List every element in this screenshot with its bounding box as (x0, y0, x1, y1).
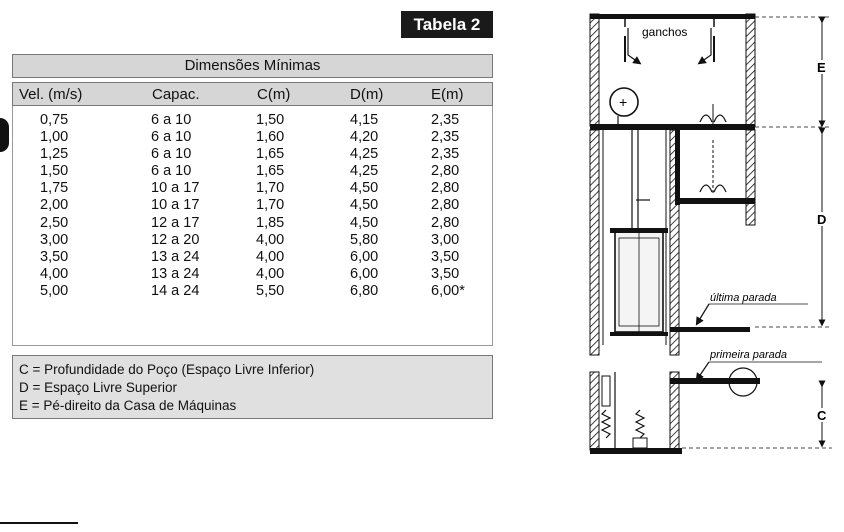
cell-velocity: 1,75 (40, 180, 69, 197)
footer-rule (0, 522, 78, 524)
table-header-row (12, 82, 493, 106)
cell-d: 4,50 (350, 197, 379, 214)
cell-e: 2,35 (431, 112, 460, 128)
table-row (20, 249, 490, 266)
cell-d: 5,80 (350, 231, 379, 248)
cell-c: 1,85 (256, 214, 285, 231)
cell-c: 1,50 (256, 112, 285, 128)
cell-capacity: 12 a 17 (151, 214, 200, 231)
cell-capacity: 13 a 24 (151, 265, 200, 282)
cell-d: 6,00 (350, 265, 379, 282)
cell-d: 4,50 (350, 214, 379, 231)
dim-label-d: D (817, 212, 827, 227)
table-body (20, 112, 490, 300)
cell-d: 6,80 (350, 282, 379, 299)
label-hooks: ganchos (642, 25, 688, 39)
table-row (20, 215, 490, 232)
cell-c: 1,65 (256, 146, 285, 163)
cell-capacity: 6 a 10 (151, 146, 192, 163)
cell-c: 5,50 (256, 282, 285, 299)
cell-capacity: 6 a 10 (151, 112, 192, 128)
cell-capacity: 14 a 24 (151, 282, 200, 299)
table-row (20, 232, 490, 249)
cell-d: 4,15 (350, 112, 379, 128)
label-last-stop: última parada (710, 292, 777, 304)
cell-c: 1,70 (256, 180, 285, 197)
table-row (20, 180, 490, 197)
cell-e: 2,35 (431, 146, 460, 163)
table-title: Dimensões Mínimas (12, 54, 493, 78)
cell-velocity: 0,75 (40, 112, 69, 128)
cell-capacity: 6 a 10 (151, 163, 192, 180)
machine-room (590, 14, 755, 130)
header-e: E(m) (431, 86, 464, 103)
cell-c: 1,65 (256, 163, 285, 180)
cell-e: 6,00* (431, 282, 465, 299)
dim-label-c: C (817, 408, 827, 423)
cell-e: 3,50 (431, 265, 460, 282)
table-tag: Tabela 2 (401, 11, 493, 38)
cell-e: 2,80 (431, 197, 460, 214)
cell-velocity: 1,50 (40, 163, 69, 180)
cell-e: 2,80 (431, 180, 460, 197)
cell-c: 4,00 (256, 248, 285, 265)
elevator-shaft-diagram (570, 0, 840, 470)
cell-d: 4,25 (350, 163, 379, 180)
cell-capacity: 12 a 20 (151, 231, 200, 248)
cell-velocity: 1,25 (40, 146, 69, 163)
cell-velocity: 1,00 (40, 129, 69, 146)
edge-marker (0, 118, 9, 152)
cell-d: 4,50 (350, 180, 379, 197)
cell-e: 3,00 (431, 231, 460, 248)
cell-capacity: 6 a 10 (151, 129, 192, 146)
header-capacity: Capac. (152, 86, 200, 103)
cell-velocity: 3,00 (40, 231, 69, 248)
cell-capacity: 10 a 17 (151, 180, 200, 197)
table-row (20, 112, 490, 129)
cell-capacity: 13 a 24 (151, 248, 200, 265)
note-e: E = Pé-direito da Casa de Máquinas (19, 398, 237, 413)
cell-e: 3,50 (431, 248, 460, 265)
cell-c: 4,00 (256, 231, 285, 248)
cell-c: 1,70 (256, 197, 285, 214)
table-row (20, 163, 490, 180)
table-row (20, 266, 490, 283)
dim-label-e: E (817, 60, 826, 75)
header-velocity: Vel. (m/s) (19, 86, 83, 103)
table-row (20, 129, 490, 146)
cell-velocity: 3,50 (40, 248, 69, 265)
cell-e: 2,35 (431, 129, 460, 146)
table-row (20, 283, 490, 300)
cell-e: 2,80 (431, 163, 460, 180)
elevator-shaft (590, 130, 808, 355)
cell-e: 2,80 (431, 214, 460, 231)
cell-velocity: 5,00 (40, 282, 69, 299)
cell-d: 4,25 (350, 146, 379, 163)
note-d: D = Espaço Livre Superior (19, 380, 177, 395)
label-first-stop: primeira parada (710, 349, 788, 361)
cell-velocity: 2,00 (40, 197, 69, 214)
header-d: D(m) (350, 86, 384, 103)
elevator-pit (590, 349, 822, 454)
table-notes (12, 355, 493, 419)
cell-capacity: 10 a 17 (151, 197, 200, 214)
cell-d: 4,20 (350, 129, 379, 146)
cell-velocity: 4,00 (40, 265, 69, 282)
svg-text:+: + (619, 94, 628, 110)
cell-c: 1,60 (256, 129, 285, 146)
cell-c: 4,00 (256, 265, 285, 282)
table-row (20, 146, 490, 163)
cell-d: 6,00 (350, 248, 379, 265)
note-c: C = Profundidade do Poço (Espaço Livre Inferior) (19, 362, 315, 377)
table-row (20, 197, 490, 214)
cell-velocity: 2,50 (40, 214, 69, 231)
header-c: C(m) (257, 86, 291, 103)
